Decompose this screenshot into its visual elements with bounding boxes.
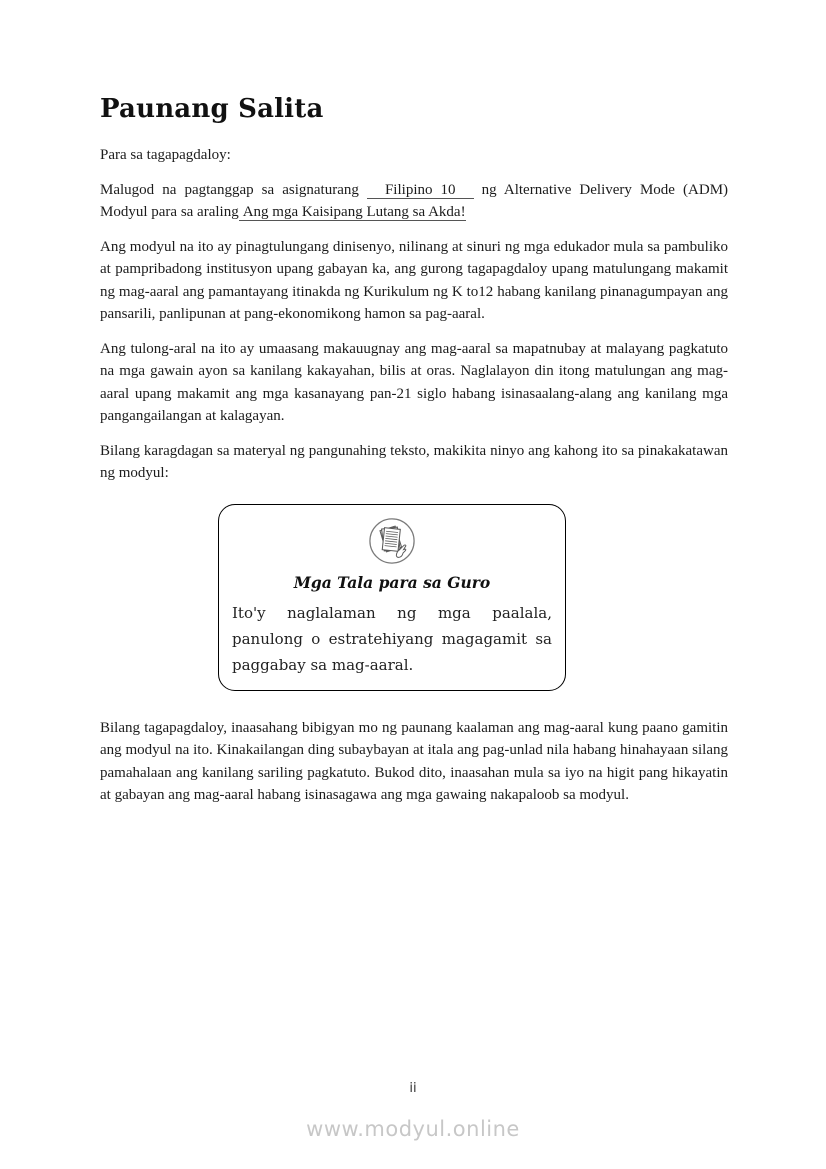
- teacher-note-box: [218, 504, 566, 691]
- intro-paragraph: [100, 179, 728, 224]
- page-title: Paunang Salita: [100, 94, 324, 124]
- salutation-line: Para sa tagapagdaloy:: [100, 147, 231, 163]
- intro-text-pre: Malugod na pagtanggap sa asignaturang: [100, 181, 359, 198]
- paragraph-learning-aid: Ang tulong-aral na ito ay umaasang makauugnay ang mag-aaral sa mapatnubay at malayang pagkatuto na mga gawain ayon sa kanilang kakayahan, bilis at oras. Naglalayon din itong matulungan ang mag-aaral upang makamit ang mga kasanayang pan-21 siglo habang isinasaalang-alang ang kanilang mga pangangailangan at kalagayan.: [100, 340, 728, 424]
- note-box-body: Ito'y naglalaman ng mga paalala, panulong o estratehiyang magagamit sa paggabay sa mag-aaral.: [232, 603, 552, 674]
- notes-hand-icon: [368, 517, 416, 565]
- watermark: www.modyul.online: [306, 1117, 520, 1141]
- subject-underlined: Filipino 10: [367, 182, 474, 199]
- note-icon-container: [232, 517, 552, 569]
- note-box-heading: Mga Tala para sa Guro: [293, 572, 491, 592]
- intro-text-mid: ng Alternative Delivery Mode (ADM) Modyul para sa araling: [100, 181, 729, 220]
- paragraph-module-design: Ang modyul na ito ay pinagtulungang dinisenyo, nilinang at sinuri ng mga edukador mula sa pambuliko at pampribadong institusyon upang gabayan ka, ang gurong tagapagdaloy upang matulungang makamit ng mag-aaral ang pamantayang itinakda ng Kurikulum ng K to12 habang kanilang pinanagumpayan ang pansarili, panlipunan at pang-ekonomikong hamon sa pag-aaral.: [100, 238, 728, 322]
- closing-paragraph: Bilang tagapagdaloy, inaasahang bibigyan mo ng paunang kaalaman ang mag-aaral kung paano gamitin ang modyul na ito. Kinakailangan ding subaybayan at itala ang pag-unlad nila habang hinahayaan silang pamahalaan ang kanilang sariling pagkatuto. Bukod dito, inaasahan mula sa iyo na higit pang hikayatin at gabayan ang mag-aaral habang isinasagawa ang mga gawaing nakapaloob sa modyul.: [100, 719, 728, 803]
- lesson-title-underlined: Ang mga Kaisipang Lutang sa Akda!: [239, 204, 466, 221]
- page-content: [100, 94, 728, 819]
- paragraph-box-intro: Bilang karagdagan sa materyal ng pangunahing teksto, makikita ninyo ang kahong ito sa pinakakatawan ng modyul:: [100, 442, 728, 481]
- page-number: ii: [409, 1081, 417, 1096]
